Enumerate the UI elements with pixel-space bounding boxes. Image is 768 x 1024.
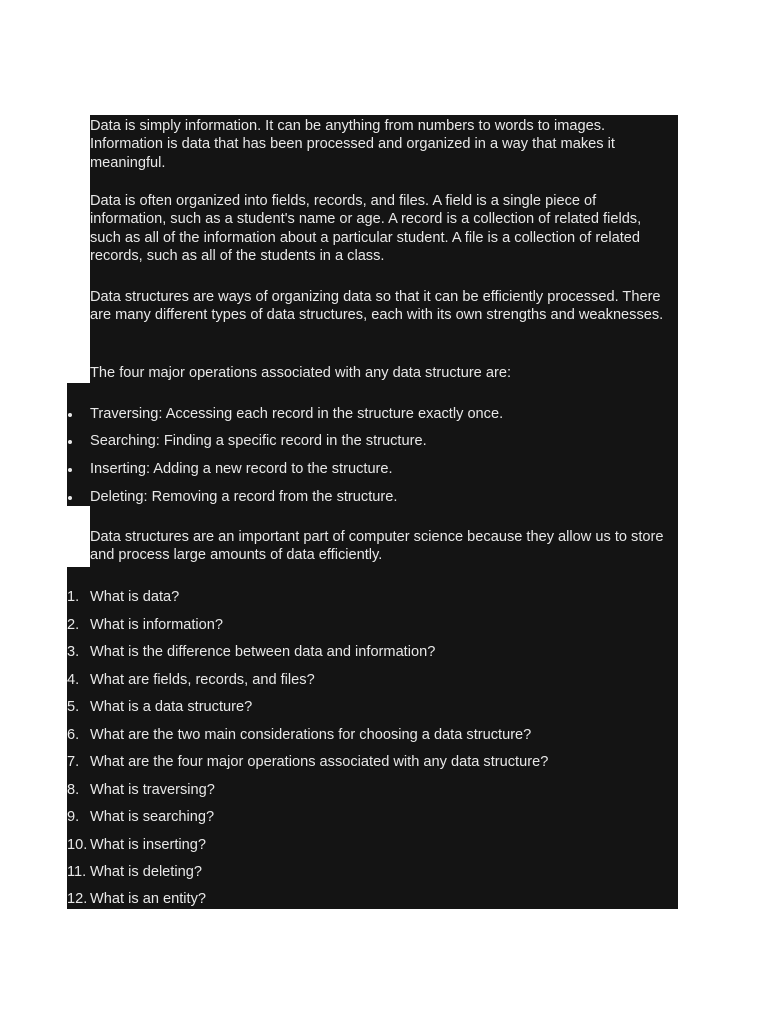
question-item <box>67 807 676 827</box>
question-item <box>67 642 676 662</box>
question-text: What is traversing? <box>90 782 215 798</box>
question-number: 2. <box>67 617 80 633</box>
question-item <box>67 670 676 690</box>
bullet-text: Inserting: Adding a new record to the structure. <box>90 461 393 477</box>
bullet-text: Deleting: Removing a record from the structure. <box>90 489 398 505</box>
question-text: What is inserting? <box>90 837 206 853</box>
question-number: 8. <box>67 782 80 798</box>
question-item <box>67 780 676 800</box>
question-text: What is data? <box>90 589 180 605</box>
question-text: What are the two main considerations for choosing a data structure? <box>90 727 532 743</box>
bullet-item <box>67 487 676 507</box>
paragraph-data-structures: Data structures are ways of organizing data so that it can be efficiently processed. There are many different types of data structures, each with its own strengths and weaknesses. <box>90 289 664 324</box>
question-text: What is the difference between data and information? <box>90 644 436 660</box>
bullet-text: Traversing: Accessing each record in the structure exactly once. <box>90 406 504 422</box>
question-text: What are the four major operations associated with any data structure? <box>90 754 549 770</box>
question-number: 1. <box>67 589 80 605</box>
question-item <box>67 615 676 635</box>
question-item <box>67 752 676 772</box>
question-item <box>67 725 676 745</box>
question-number: 7. <box>67 754 80 770</box>
question-item <box>67 697 676 717</box>
question-number: 10. <box>67 837 88 853</box>
paragraph-operations-intro: The four major operations associated with any data structure are: <box>90 365 512 381</box>
question-number: 12. <box>67 891 88 907</box>
question-item <box>67 889 676 909</box>
question-item <box>67 587 676 607</box>
bullet-icon <box>68 496 72 500</box>
question-text: What is an entity? <box>90 891 206 907</box>
paragraph-fields-records-files: Data is often organized into fields, records, and files. A field is a single piece of information, such as a student's name or age. A record is a collection of related fields, such as all of the information about a particular student. A file is a collection of related records, such as all of the students in a class. <box>90 193 642 264</box>
question-number: 6. <box>67 727 80 743</box>
question-text: What is deleting? <box>90 864 202 880</box>
bullet-item <box>67 431 676 451</box>
bullet-icon <box>68 413 72 417</box>
bullet-icon <box>68 468 72 472</box>
question-text: What are fields, records, and files? <box>90 672 315 688</box>
question-number: 9. <box>67 809 80 825</box>
bullet-icon <box>68 440 72 444</box>
question-number: 4. <box>67 672 80 688</box>
question-number: 11. <box>67 864 87 880</box>
question-item <box>67 835 676 855</box>
question-text: What is searching? <box>90 809 215 825</box>
paragraph-data-definition: Data is simply information. It can be anything from numbers to words to images. Information is data that has been processed and organized in a way that makes it meaningful. <box>90 118 615 171</box>
question-text: What is a data structure? <box>90 699 253 715</box>
question-item <box>67 862 676 882</box>
question-text: What is information? <box>90 617 224 633</box>
question-number: 5. <box>67 699 80 715</box>
bullet-item <box>67 404 676 424</box>
paragraph-closing: Data structures are an important part of computer science because they allow us to store and process large amounts of data efficiently. <box>90 529 664 564</box>
bullet-text: Searching: Finding a specific record in the structure. <box>90 433 427 449</box>
bullet-item <box>67 459 676 479</box>
question-number: 3. <box>67 644 80 660</box>
